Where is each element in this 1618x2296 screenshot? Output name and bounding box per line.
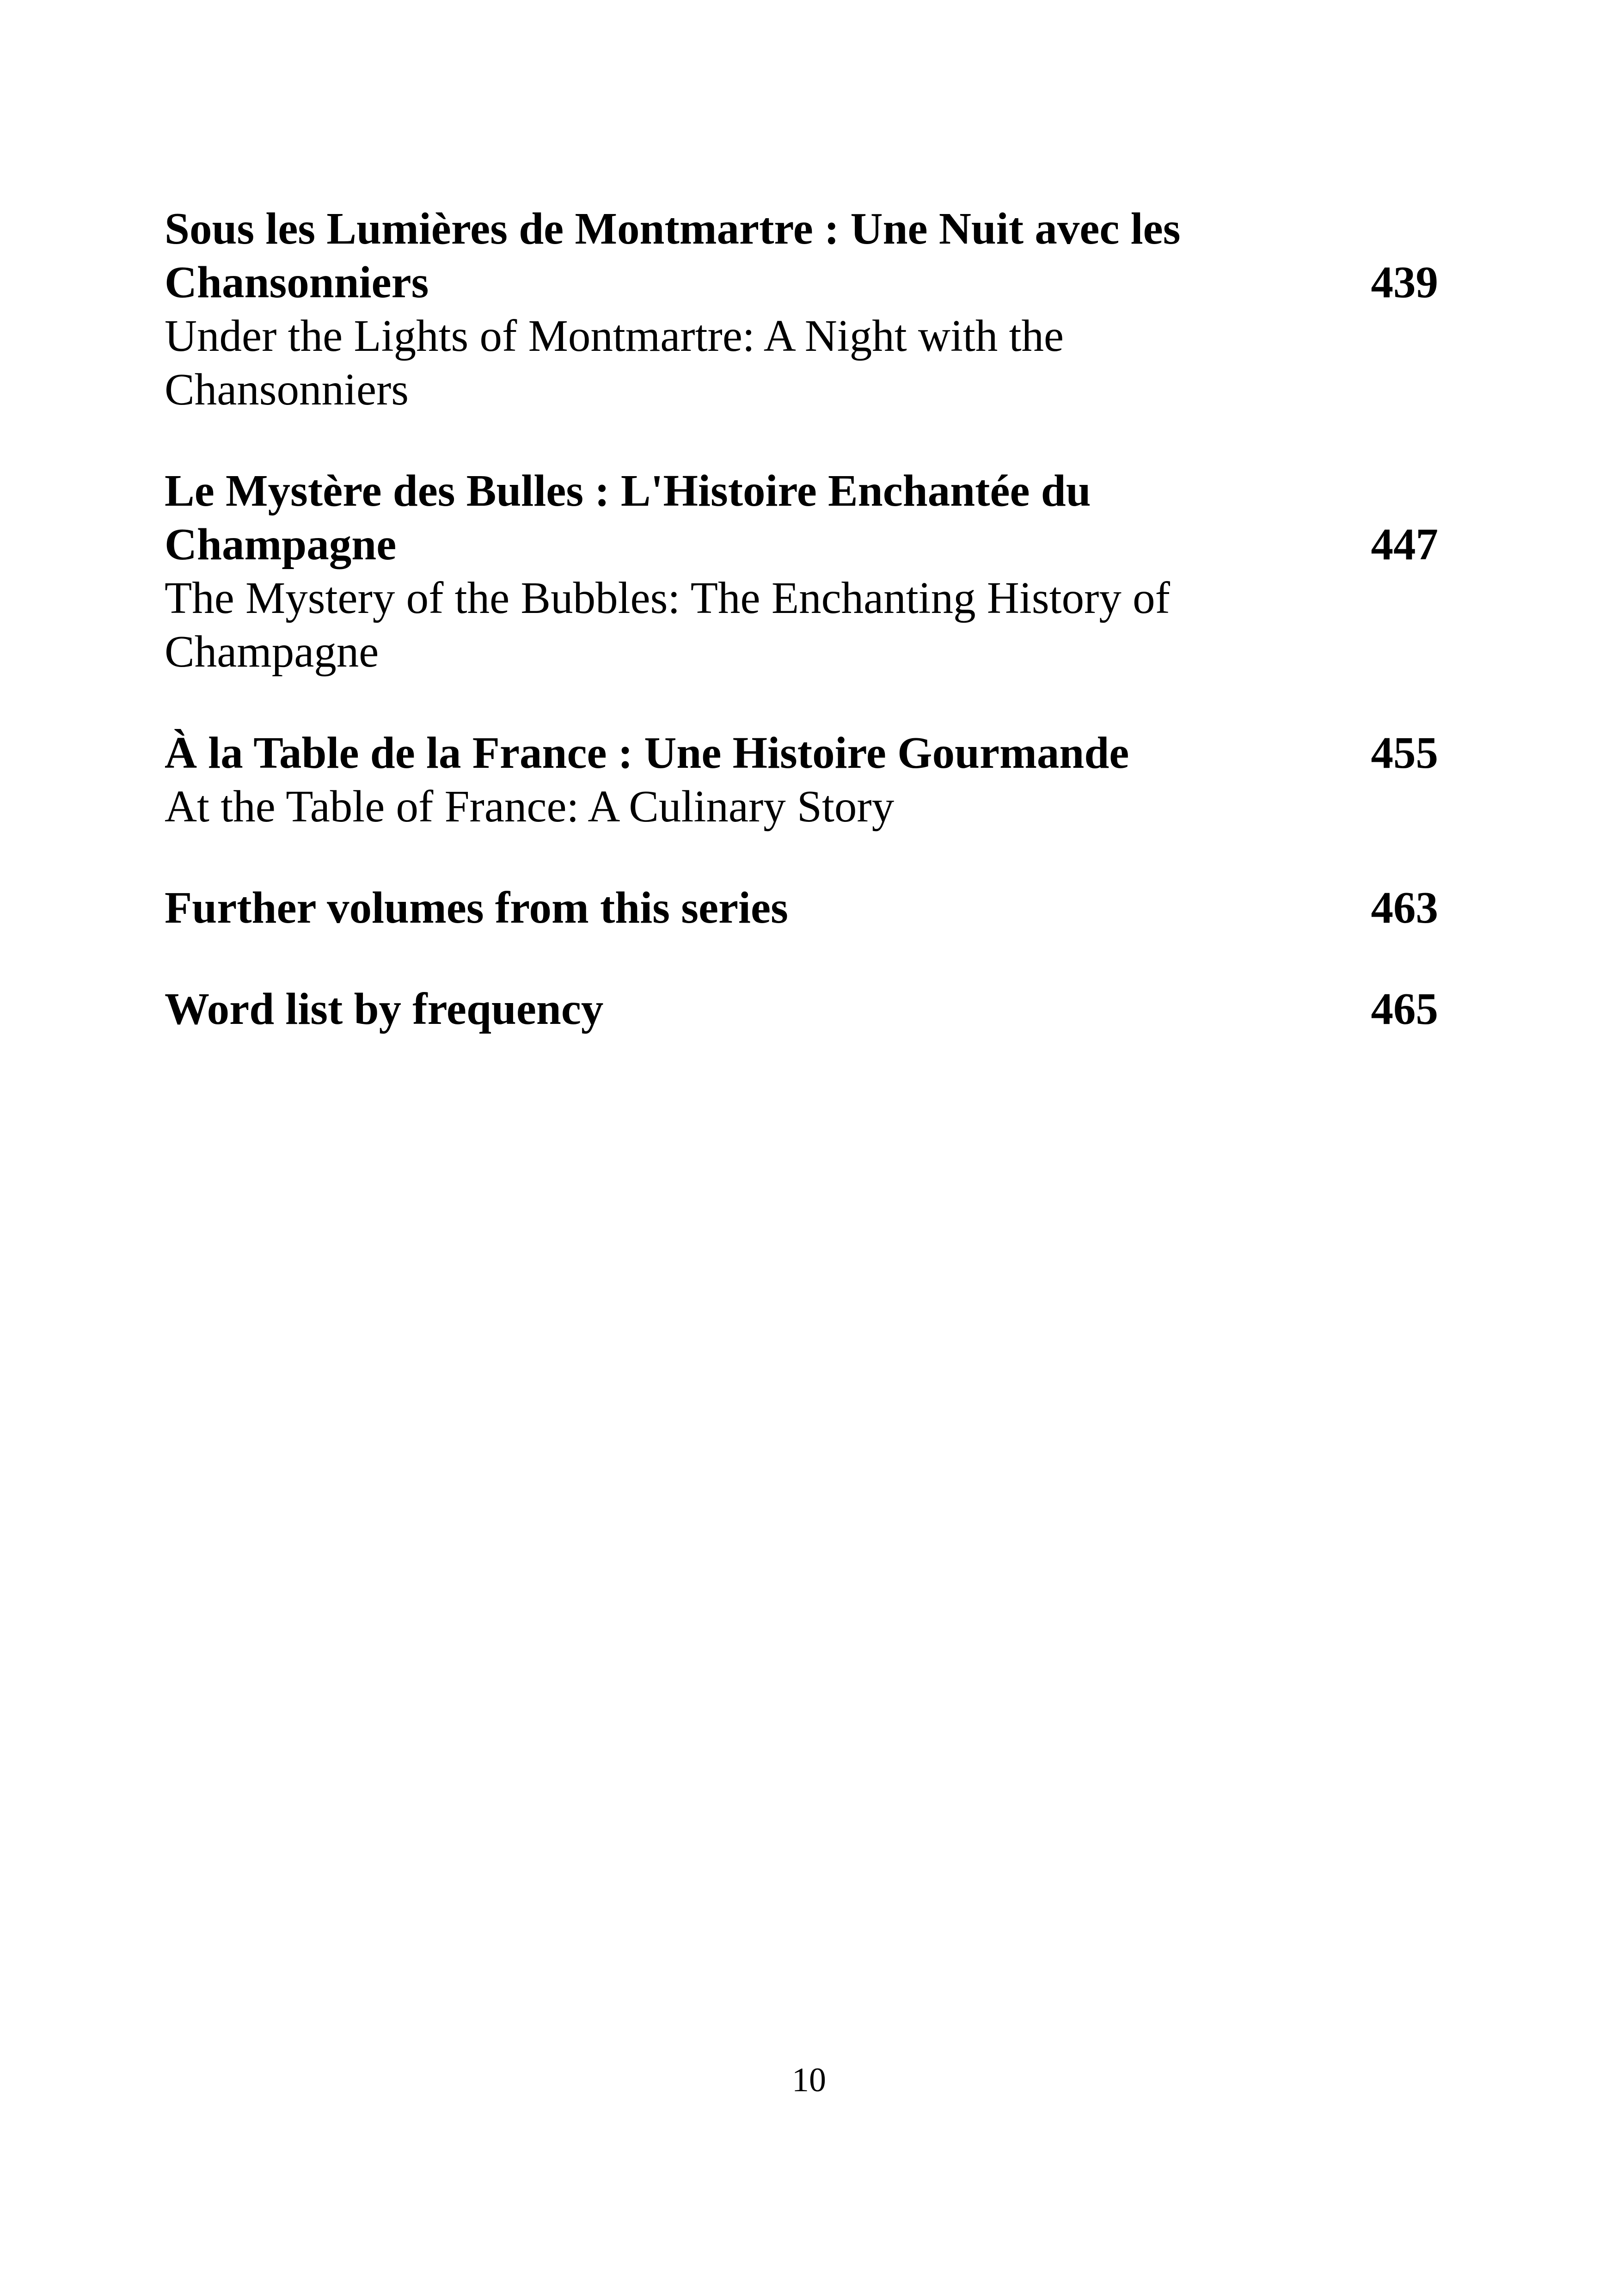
toc-entry-subtitle	[165, 571, 1274, 679]
toc-entry-page-number: 465	[1371, 984, 1438, 1034]
toc-entry[interactable]	[165, 464, 1438, 679]
toc-entry-subtitle-line: Under the Lights of Montmartre: A Night with the	[165, 311, 1064, 361]
toc-entry-title	[165, 202, 1274, 309]
page-number: 10	[792, 2061, 826, 2099]
toc-entry-title-line: Sous les Lumières de Montmartre : Une Nuit avec les	[165, 204, 1181, 253]
toc-entry-page-number: 447	[1371, 520, 1438, 569]
toc-entry-title	[165, 881, 1274, 935]
toc-entry-page-number: 439	[1371, 257, 1438, 307]
toc-entry[interactable]	[165, 982, 1438, 1036]
toc-entry[interactable]	[165, 726, 1438, 833]
toc-entry-title-line: Champagne	[165, 520, 397, 569]
toc-entry-subtitle	[165, 780, 1274, 833]
toc-entry-page-number: 455	[1371, 728, 1438, 778]
toc-entry[interactable]	[165, 202, 1438, 416]
toc-entry-subtitle-line: The Mystery of the Bubbles: The Enchanting History of	[165, 573, 1170, 623]
toc-entry-page-number: 463	[1371, 883, 1438, 932]
toc-entry-subtitle-line: At the Table of France: A Culinary Story	[165, 782, 895, 831]
toc-entry-title-line: À la Table de la France : Une Histoire Gourmande	[165, 728, 1129, 778]
toc-entry-subtitle-line: Chansonniers	[165, 365, 409, 414]
table-of-contents	[165, 202, 1438, 1036]
toc-entry-title-line: Further volumes from this series	[165, 883, 788, 932]
toc-entry-title	[165, 464, 1274, 571]
toc-entry-title-line: Le Mystère des Bulles : L'Histoire Enchantée du	[165, 466, 1091, 515]
toc-entry[interactable]	[165, 881, 1438, 935]
toc-entry-subtitle-line: Champagne	[165, 627, 379, 676]
toc-entry-title-line: Chansonniers	[165, 257, 429, 307]
toc-entry-title	[165, 726, 1274, 780]
toc-entry-title	[165, 982, 1274, 1036]
toc-entry-subtitle	[165, 309, 1274, 416]
toc-entry-title-line: Word list by frequency	[165, 984, 604, 1034]
